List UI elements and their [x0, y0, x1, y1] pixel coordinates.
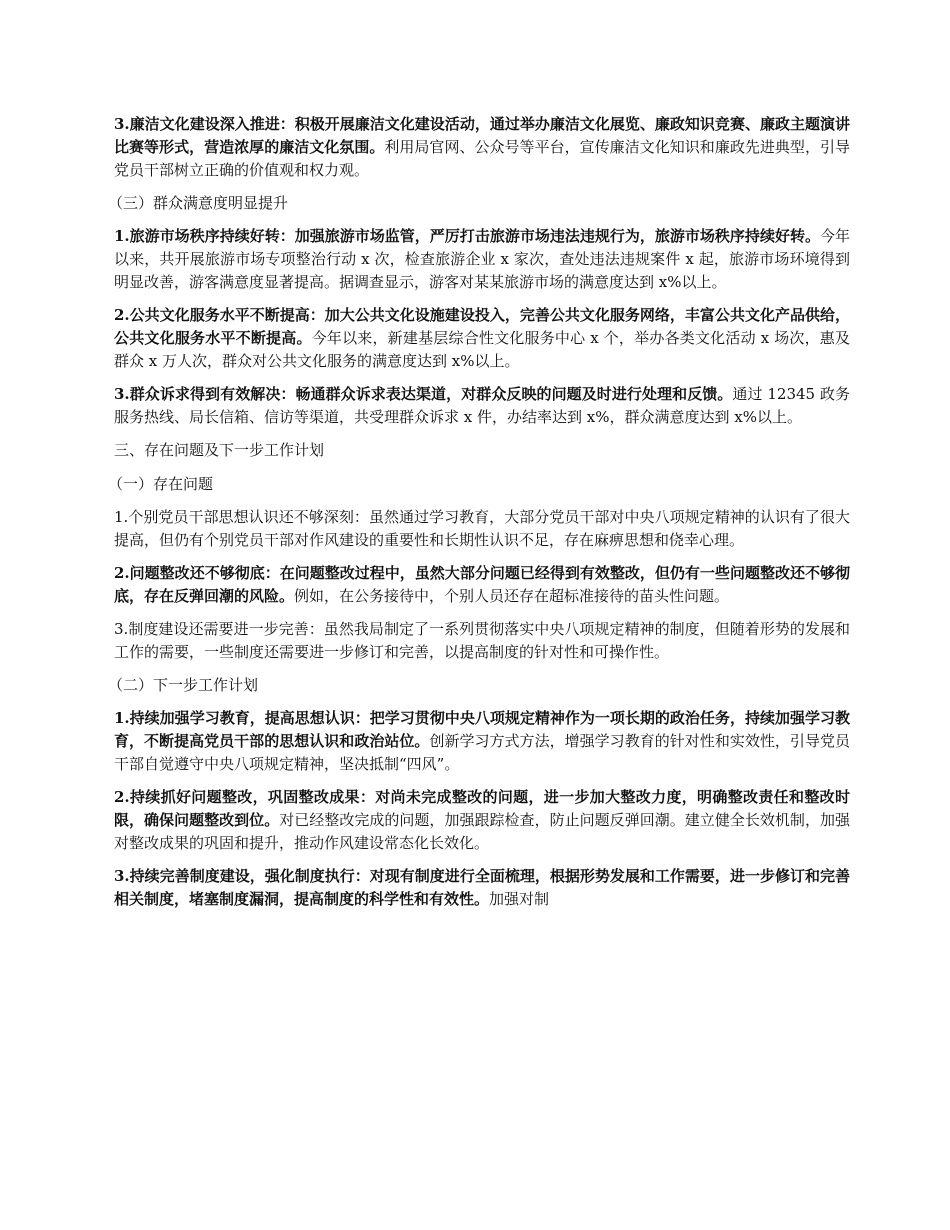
subsection-heading-next-steps	[108, 674, 850, 697]
paragraph-system-building	[114, 618, 850, 664]
paragraph-improve-systems	[114, 865, 850, 911]
section-heading-problems-and-plans	[114, 439, 850, 462]
subsection-title: （二）下一步工作计划	[108, 676, 259, 694]
subsection-title: （三）群众满意度明显提升	[108, 194, 289, 212]
paragraph-body: 对已经整改完成的问题，加强跟踪检查，防止问题反弹回潮。建立健全长效机制，加强对整改成果的巩固和提升，推动作风建设常态化长效化。	[114, 811, 850, 852]
paragraph-ideological-awareness	[114, 506, 850, 552]
section-title: 三、存在问题及下一步工作计划	[114, 441, 325, 459]
paragraph-rectification	[114, 562, 850, 608]
paragraph-anti-corruption-culture	[114, 113, 850, 182]
paragraph-body: 3.制度建设还需要进一步完善：虽然我局制定了一系列贯彻落实中央八项规定精神的制度，但随着形势的发展和工作的需要，一些制度还需要进一步修订和完善，以提高制度的针对性和可操作性。	[114, 620, 850, 661]
document-page	[108, 113, 850, 921]
paragraph-lead: 3.廉洁文化建设深入推进：积极开展廉洁文化建设活动，通过举办廉洁文化展览、廉政知识竞赛、廉政主题演讲比赛等形式，营造浓厚的廉洁文化氛围。	[114, 115, 850, 156]
paragraph-tourism-market	[114, 225, 850, 294]
paragraph-body: 今年以来，共开展旅游市场专项整治行动 x 次，检查旅游企业 x 家次，查处违法违规案件 x 起，旅游市场环境得到明显改善，游客满意度显著提高。据调查显示，游客对某某旅游市场的满意度达到 x%以上。	[114, 227, 850, 291]
paragraph-lead: 1.持续加强学习教育，提高思想认识：把学习贯彻中央八项规定精神作为一项长期的政治任务，持续加强学习教育，不断提高党员干部的思想认识和政治站位。	[114, 709, 850, 750]
paragraph-public-culture	[114, 304, 850, 373]
paragraph-public-appeals	[114, 383, 850, 429]
subsection-heading-satisfaction	[108, 192, 850, 215]
paragraph-lead: 3.群众诉求得到有效解决：畅通群众诉求表达渠道，对群众反映的问题及时进行处理和反馈。	[114, 385, 733, 403]
paragraph-body: 例如，在公务接待中，个别人员还存在超标准接待的苗头性问题。	[294, 587, 730, 605]
paragraph-body: 通过 12345 政务服务热线、局长信箱、信访等渠道，共受理群众诉求 x 件，办结率达到 x%，群众满意度达到 x%以上。	[114, 385, 850, 426]
paragraph-body: 创新学习方式方法，增强学习教育的针对性和实效性，引导党员干部自觉遵守中央八项规定精神，坚决抵制“四风”。	[114, 732, 850, 773]
paragraph-consolidate-rectification	[114, 786, 850, 855]
paragraph-body: 今年以来，新建基层综合性文化服务中心 x 个，举办各类文化活动 x 场次，惠及群众 x 万人次，群众对公共文化服务的满意度达到 x%以上。	[114, 329, 850, 370]
subsection-heading-problems	[108, 473, 850, 496]
paragraph-body: 1.个别党员干部思想认识还不够深刻：虽然通过学习教育，大部分党员干部对中央八项规定精神的认识有了很大提高，但仍有个别党员干部对作风建设的重要性和长期性认识不足，存在麻痹思想和侥幸心理。	[114, 508, 850, 549]
paragraph-lead: 1.旅游市场秩序持续好转：加强旅游市场监管，严厉打击旅游市场违法违规行为，旅游市场秩序持续好转。	[114, 227, 820, 245]
paragraph-body: 利用局官网、公众号等平台，宣传廉洁文化知识和廉政先进典型，引导党员干部树立正确的价值观和权力观。	[114, 138, 850, 179]
paragraph-body: 加强对制	[489, 890, 550, 908]
paragraph-lead: 3.持续完善制度建设，强化制度执行：对现有制度进行全面梳理，根据形势发展和工作需要，进一步修订和完善相关制度，堵塞制度漏洞，提高制度的科学性和有效性。	[114, 867, 850, 908]
paragraph-lead: 2.持续抓好问题整改，巩固整改成果：对尚未完成整改的问题，进一步加大整改力度，明确整改责任和整改时限，确保问题整改到位。	[114, 788, 850, 829]
paragraph-lead: 2.公共文化服务水平不断提高：加大公共文化设施建设投入，完善公共文化服务网络，丰富公共文化产品供给，公共文化服务水平不断提高。	[114, 306, 850, 347]
paragraph-lead: 2.问题整改还不够彻底：在问题整改过程中，虽然大部分问题已经得到有效整改，但仍有一些问题整改还不够彻底，存在反弹回潮的风险。	[114, 564, 850, 605]
subsection-title: （一）存在问题	[108, 475, 214, 493]
paragraph-study-education	[114, 707, 850, 776]
